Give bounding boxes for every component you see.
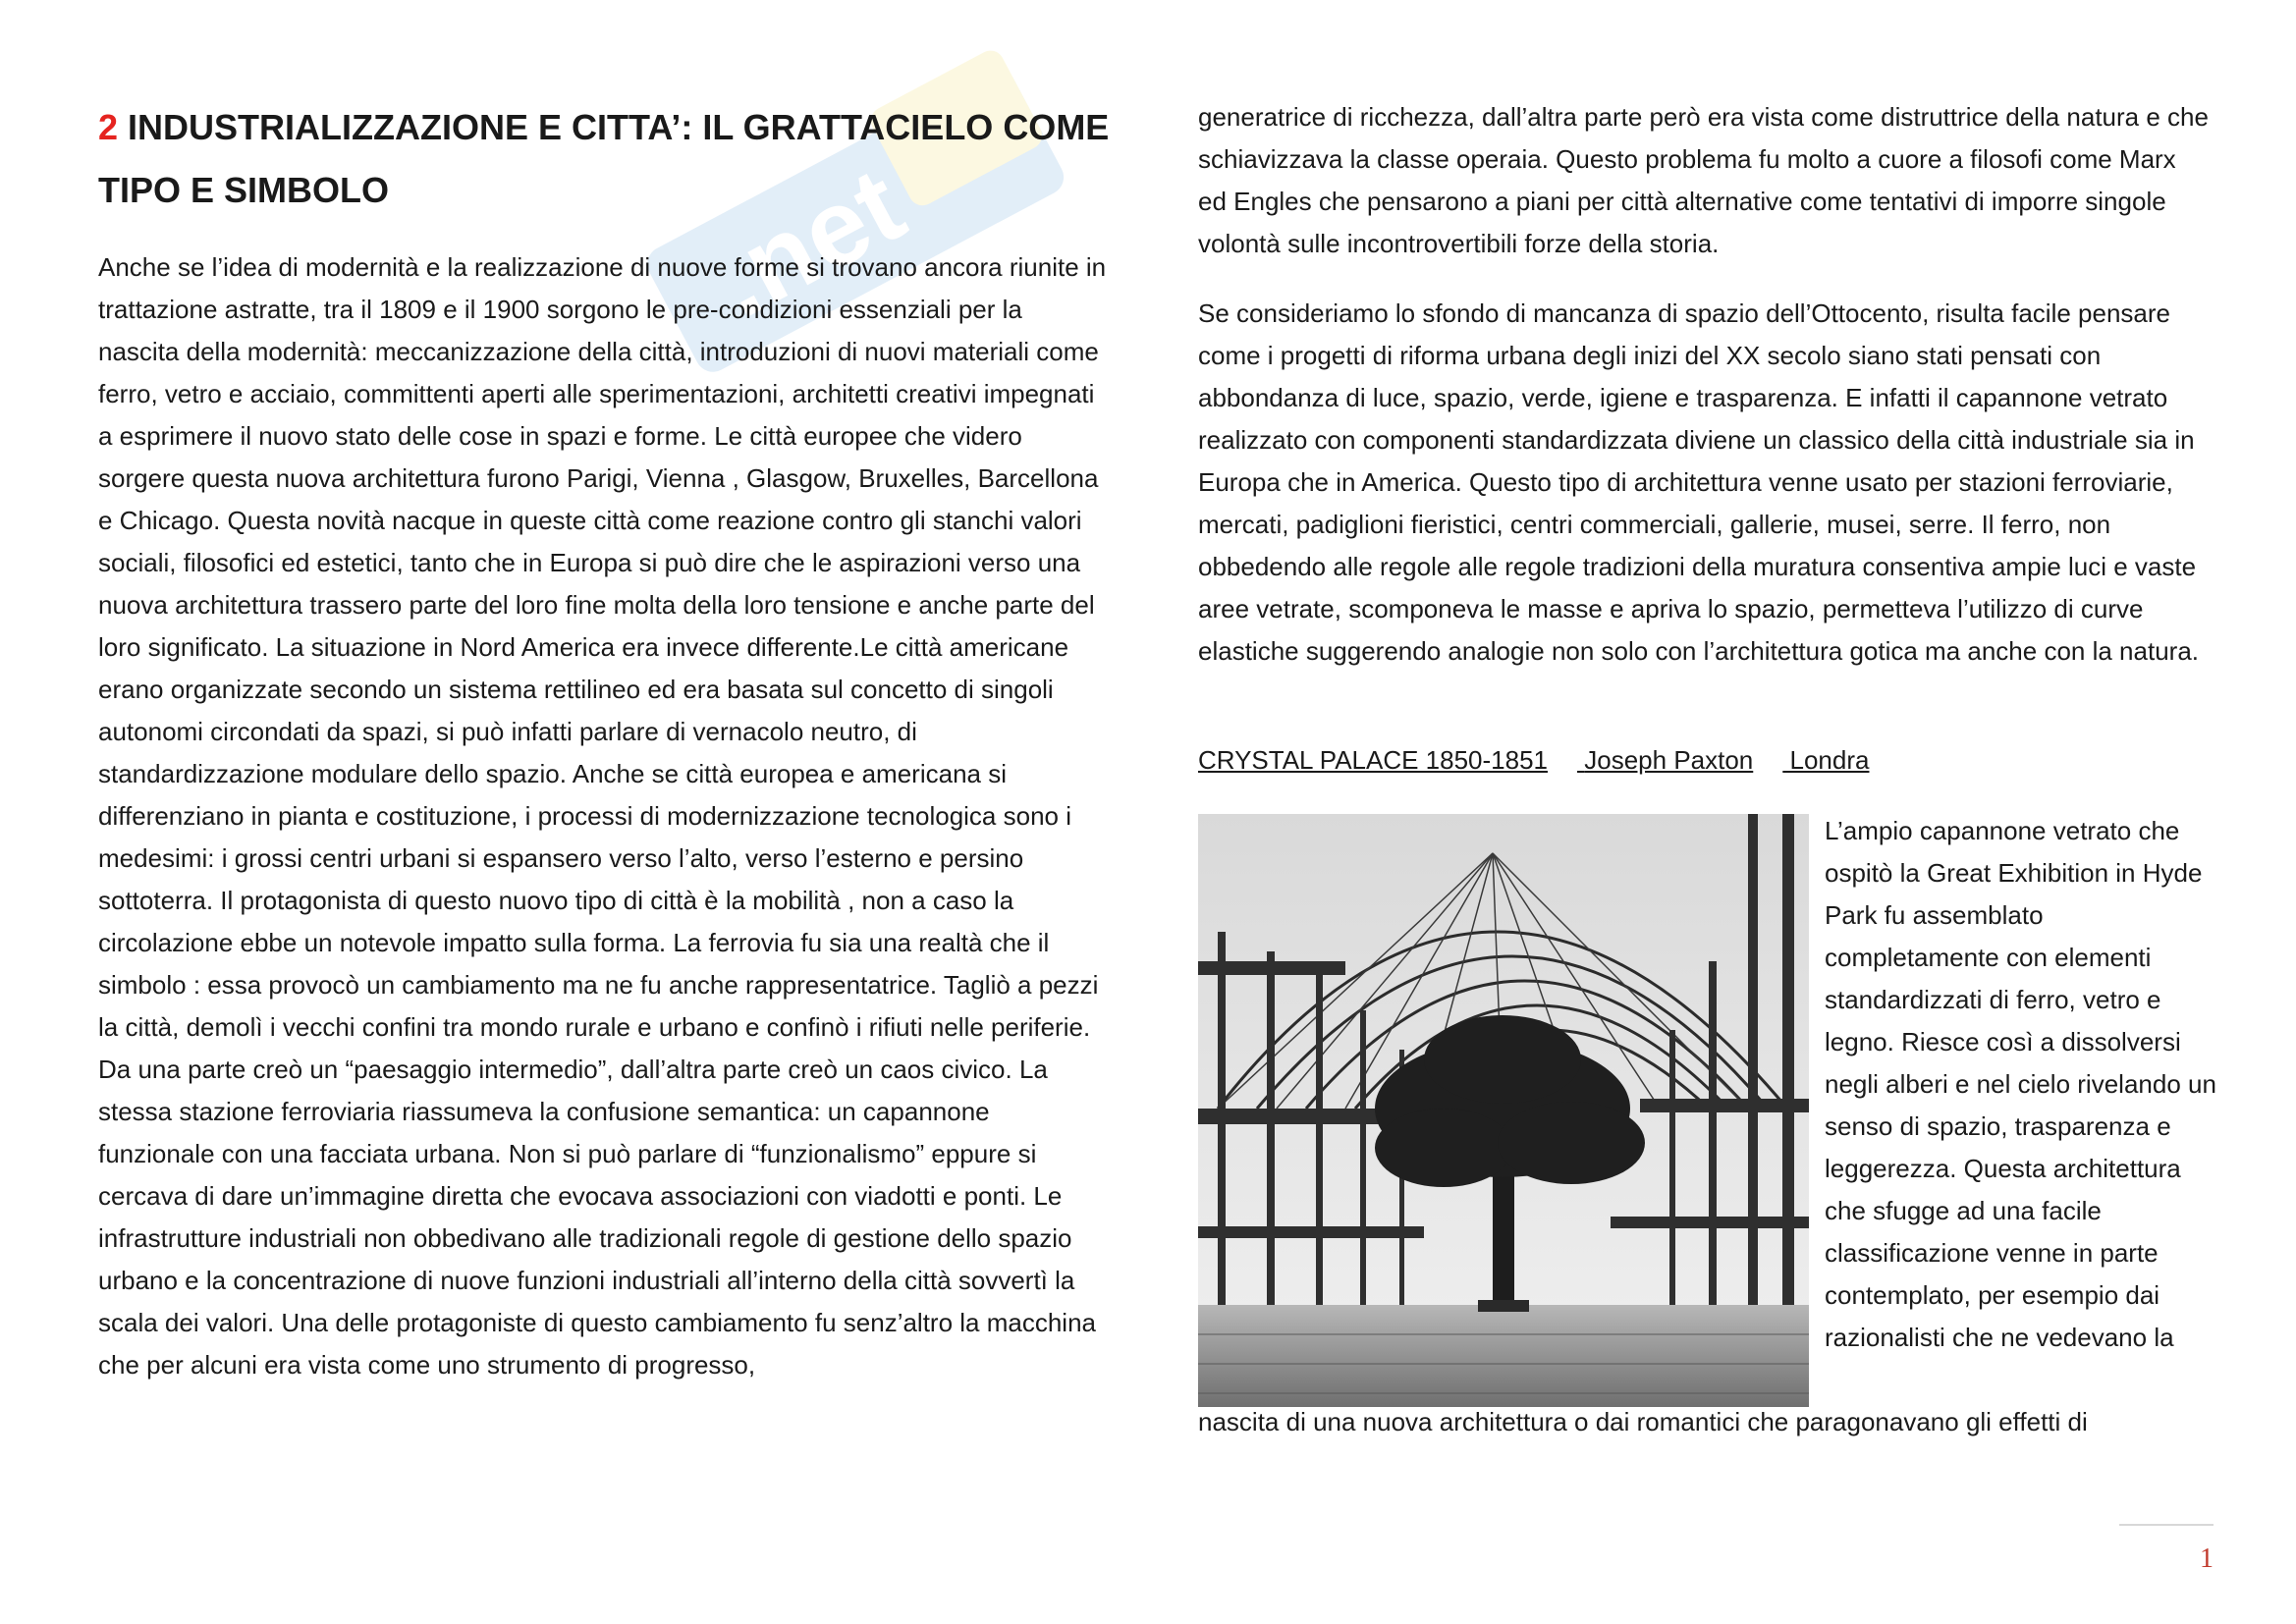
figure-tail-text: nascita di una nuova architettura o dai romantici che paragonavano gli effetti di [1198,1407,2088,1436]
body-paragraph-glass-shed: Se consideriamo lo sfondo di mancanza di spazio dell’Ottocento, risulta facile pensare come i progetti di riforma urbana degli inizi del XX secolo siano stati pensati con abbondanza di luce, spazio, verde, igiene e trasparenza. E infatti il capannone vetrato realizzato con componenti standardizzata diviene un classico della città industriale sia in Europa che in America. Questo tipo di architettura venne usato per stazioni ferroviarie, mercati, padiglioni fieristici, centri commerciali, gallerie, musei, serre. Il ferro, non obbedendo alle regole alle regole tradizioni della muratura consentiva ampie luci e vaste aree vetrate, scomponeva le masse e apriva lo spazio, permetteva l’utilizzo di curve elastiche suggerendo analogie non solo con l’architettura gotica ma anche con la natura. [1198,298,2200,666]
crystal-palace-photo [1198,814,1809,1407]
body-paragraph-left: Anche se l’idea di modernità e la realizzazione di nuove forme si trovano ancora riunite in trattazione astratte, tra il 1809 e il 1900 sorgono le pre-condizioni essenziali per la nascita della modernità: meccanizzazione della città, introduzioni di nuovi materiali come ferro, vetro e acciaio, committenti aperti alle sperimentazioni, architetti creativi impegnati a esprimere il nuovo stato delle cose in spazi e forme. Le città europee che videro sorgere questa nuova architettura furono Parigi, Vienna , Glasgow, Bruxelles, Barcellona e Chicago. Questa novità nacque in queste città come reazione contro gli stanchi valori sociali, filosofici ed estetici, tanto che in Europa si può dire che le aspirazioni verso una nuova architettura trassero parte del loro fine molta della loro tensione e anche parte del loro significato. La situazione in Nord America era invece differente.Le città americane erano organizzate secondo un sistema rettilineo ed era basata sul concetto di singoli autonomi circondati da spazi, si può infatti parlare di vernacolo neutro, di standardizzazione modulare dello spazio. Anche se città europea e americana si differenziano in pianta e costituzione, i processi di modernizzazione tecnologica sono i medesimi: i grossi centri urbani si espansero verso l’alto, verso l’esterno e persino sottoterra. Il protagonista di questo nuovo tipo di città è la mobilità , non a caso la circolazione ebbe un notevole impatto sulla forma. La ferrovia fu sia una realtà che il simbolo : essa provocò un cambiamento ma ne fu anche rappresentatrice. Tagliò a pezzi la città, demolì i vecchi confini tra mondo rurale e urbano e confinò i rifiuti nelle periferie. Da una parte creò un “paesaggio intermedio”, dall’altra parte creò un caos civico. La stessa stazione ferroviaria riassumeva la confusione semantica: un capannone funzionale con una facciata urbana. Non si può parlare di “funzionalismo” eppure si cercava di dare un’immagine diretta che evocava associazioni con viadotti e ponti. Le infrastrutture industriali non obbedivano alle tradizionali regole di gestione dello spazio urbano e la concentrazione di nuove funzioni industriali all’interno della città sovvertì la scala dei valori. Una delle protagoniste di questo cambiamento fu senz’altro la macchina che per alcuni era vista come uno strumento di progresso, [98,252,1107,1380]
figure-side-text: L’ampio capannone vetrato che ospitò la Great Exhibition in Hyde Park fu assemblato completamente con elementi standardizzati di ferro, vetro e legno. Riesce così a dissolversi negli alberi e nel cielo rivelando un senso di spazio, trasparenza e leggerezza. Questa architettura che sfugge ad una facile classificazione venne in parte contemplato, per esempio dai razionalisti che ne vedevano la [1825,816,2216,1352]
svg-text:.net: .net [695,143,923,342]
caption-building: CRYSTAL PALACE 1850-1851 [1198,745,1549,775]
page-title [98,96,1110,222]
chapter-number: 2 [98,107,119,147]
caption-architect: Joseph Paxton [1584,745,1754,775]
right-column [1198,0,2216,1624]
figure-caption [1198,739,2210,782]
left-column [98,0,1110,1624]
body-paragraph-continued: generatrice di ricchezza, dall’altra parte però era vista come distruttrice della natura e che schiavizzava la classe operaia. Questo problema fu molto a cuore a filosofi come Marx ed Engles che pensarono a piani per città alternative come tentativi di imporre singole volontà sulle incontrovertibili forze della storia. [1198,102,2209,258]
page-number: 1 [2200,1543,2214,1574]
page-number-rule [2119,1524,2214,1526]
chapter-title: INDUSTRIALIZZAZIONE E CITTA’: IL GRATTACIELO COME TIPO E SIMBOLO [98,107,1110,210]
caption-city: Londra [1789,745,1870,775]
